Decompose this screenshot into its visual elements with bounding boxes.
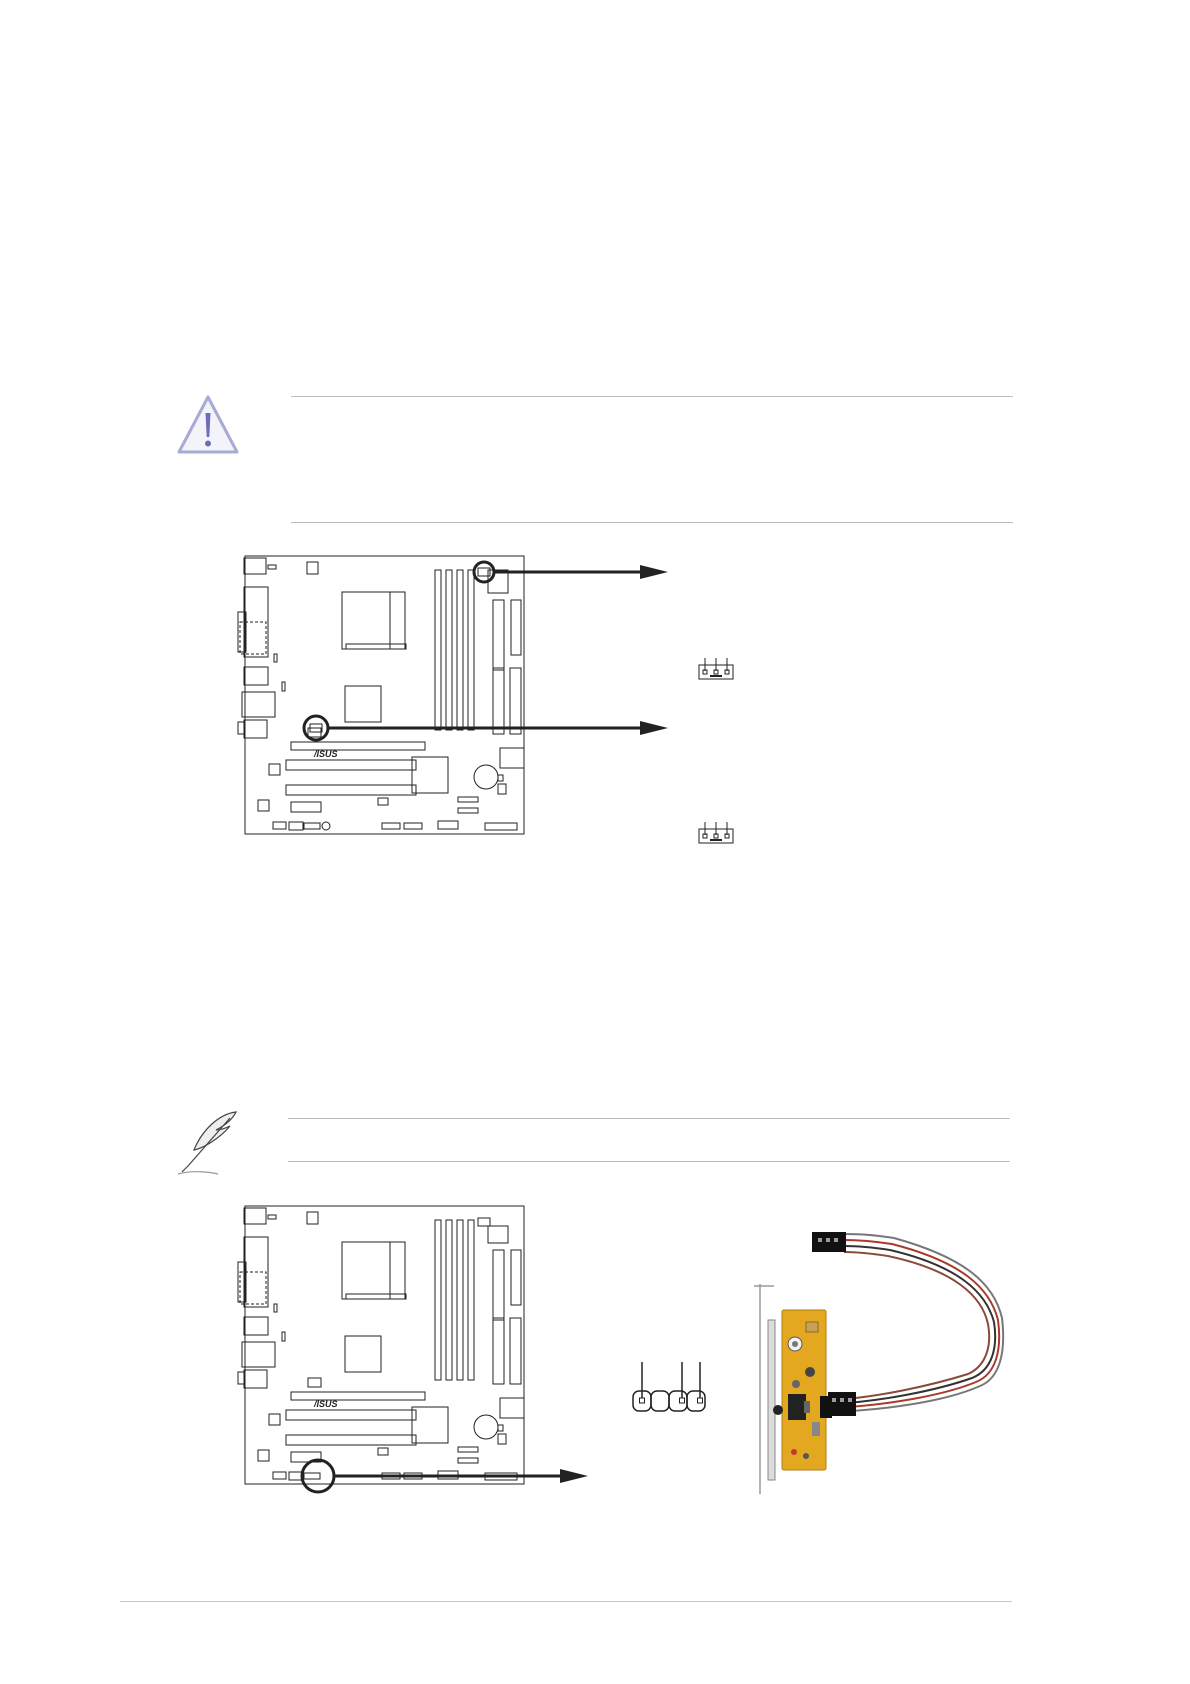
connector-pinout-diagram	[630, 1362, 710, 1414]
bracket-module-photo	[748, 1226, 1008, 1500]
note-top-rule	[288, 1118, 1010, 1119]
motherboard-diagram-top	[230, 552, 670, 842]
motherboard-diagram-bottom	[230, 1202, 590, 1492]
board-brand-label: /ISUS	[314, 1399, 338, 1409]
warning-triangle-icon	[176, 394, 240, 456]
fan-connector-pinout-2	[696, 822, 736, 846]
note-bottom-rule	[288, 1161, 1010, 1162]
footer-rule	[120, 1601, 1012, 1602]
feather-quill-icon	[174, 1108, 244, 1178]
board-brand-label: /ISUS	[314, 749, 338, 759]
fan-connector-pinout-1	[696, 658, 736, 682]
caution-bottom-rule	[291, 522, 1013, 523]
caution-top-rule	[291, 396, 1013, 397]
